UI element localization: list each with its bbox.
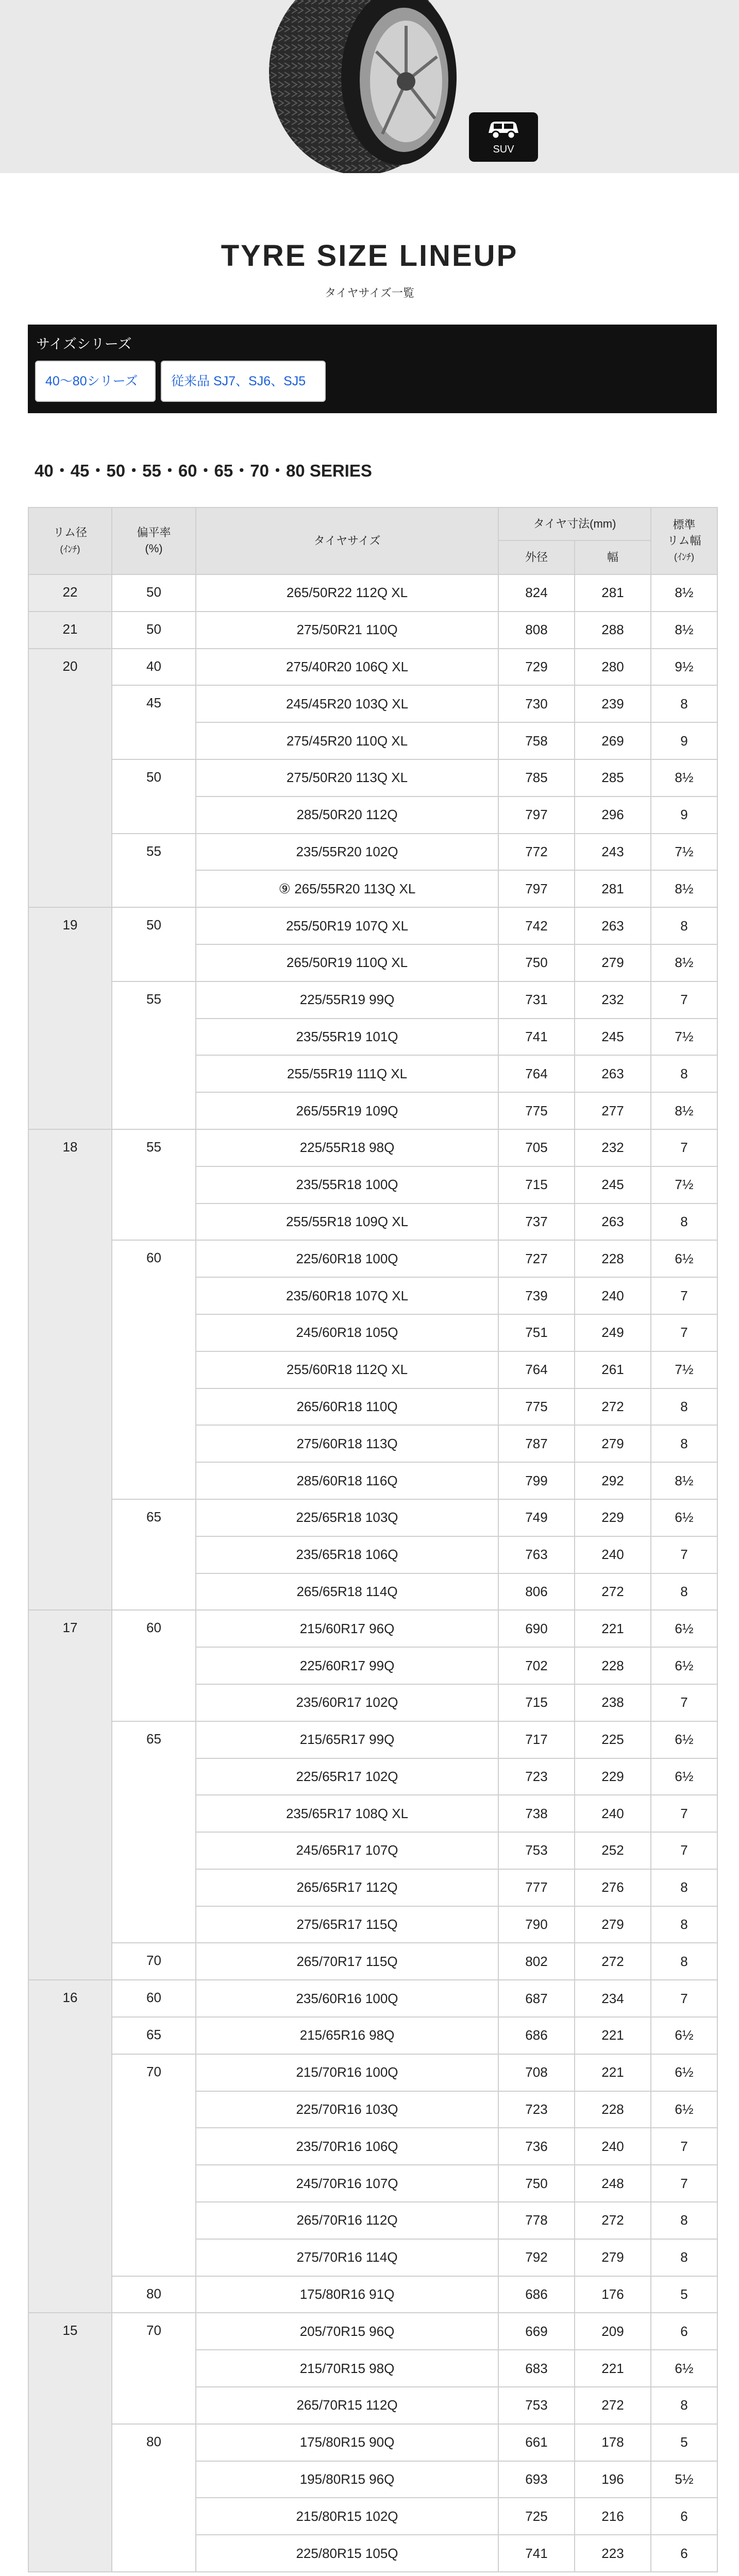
std-rim-width-cell: 7½ (651, 1166, 717, 1204)
aspect-ratio-cell: 45 (112, 685, 196, 759)
outer-diameter-cell: 715 (498, 1684, 575, 1721)
series-40-80-button[interactable]: 40〜80シリーズ (35, 361, 156, 402)
std-rim-header (651, 507, 717, 574)
std-rim-width-cell: 9 (651, 796, 717, 834)
width-cell: 232 (575, 1129, 651, 1166)
tyre-size-cell: 235/55R20 102Q (196, 834, 498, 871)
table-row (28, 1943, 717, 1980)
table-row (28, 1129, 717, 1166)
tyre-size-cell: 215/80R15 102Q (196, 2498, 498, 2535)
width-cell: 280 (575, 649, 651, 686)
width-cell: 240 (575, 1536, 651, 1573)
table-row (28, 685, 717, 722)
aspect-ratio-cell: 40 (112, 649, 196, 686)
width-cell: 221 (575, 2350, 651, 2387)
std-rim-width-cell: 8 (651, 1425, 717, 1462)
std-rim-width-cell: 5 (651, 2276, 717, 2313)
tyre-size-cell: 215/65R17 99Q (196, 1721, 498, 1758)
aspect-ratio-cell: 70 (112, 1943, 196, 1980)
tyre-size-cell: 275/40R20 106Q XL (196, 649, 498, 686)
rim-diameter-cell: 17 (28, 1610, 112, 1980)
aspect-ratio-cell: 70 (112, 2054, 196, 2276)
outer-diameter-cell: 775 (498, 1388, 575, 1426)
outer-diameter-cell: 731 (498, 981, 575, 1019)
width-cell: 232 (575, 981, 651, 1019)
aspect-ratio-cell: 60 (112, 1980, 196, 2017)
tyre-size-cell: 225/65R17 102Q (196, 1758, 498, 1795)
rim-header (28, 507, 112, 574)
tyre-size-cell: 275/50R20 113Q XL (196, 759, 498, 796)
std-rim-width-cell: 7 (651, 1684, 717, 1721)
tyre-size-cell: 275/45R20 110Q XL (196, 722, 498, 759)
width-cell: 272 (575, 2202, 651, 2239)
outer-diameter-cell: 775 (498, 1092, 575, 1129)
page-title: TYRE SIZE LINEUP (221, 239, 518, 273)
tyre-size-cell: 235/60R17 102Q (196, 1684, 498, 1721)
tyre-size-cell: 245/45R20 103Q XL (196, 685, 498, 722)
std-rim-width-cell: 8 (651, 685, 717, 722)
aspect-ratio-cell: 80 (112, 2424, 196, 2572)
tyre-size-cell: 225/80R15 105Q (196, 2535, 498, 2572)
width-cell: 216 (575, 2498, 651, 2535)
tyre-size-cell: 175/80R16 91Q (196, 2276, 498, 2313)
outer-diameter-cell: 753 (498, 1832, 575, 1869)
outer-diameter-cell: 742 (498, 907, 575, 944)
outer-diameter-cell: 686 (498, 2017, 575, 2054)
outer-diameter-cell: 669 (498, 2313, 575, 2350)
width-cell: 223 (575, 2535, 651, 2572)
outer-diameter-cell: 790 (498, 1906, 575, 1943)
tyre-size-cell: 265/60R18 110Q (196, 1388, 498, 1426)
tyre-size-cell: 255/60R18 112Q XL (196, 1351, 498, 1388)
width-header: 幅 (575, 540, 651, 574)
std-rim-width-cell: 6 (651, 2498, 717, 2535)
outer-diameter-cell: 737 (498, 1204, 575, 1241)
std-rim-header-label: 標準 (673, 518, 696, 531)
outer-diameter-cell: 687 (498, 1980, 575, 2017)
width-cell: 239 (575, 685, 651, 722)
outer-diameter-cell: 750 (498, 944, 575, 981)
tyre-size-cell: 275/65R17 115Q (196, 1906, 498, 1943)
outer-diameter-cell: 693 (498, 2461, 575, 2498)
std-rim-header-label-2: リム幅 (667, 534, 701, 547)
outer-diameter-cell: 683 (498, 2350, 575, 2387)
outer-diameter-cell: 738 (498, 1795, 575, 1832)
std-rim-width-cell: 6 (651, 2535, 717, 2572)
suv-car-icon (485, 117, 522, 140)
width-cell: 276 (575, 1869, 651, 1906)
aspect-ratio-cell: 60 (112, 1610, 196, 1721)
tyre-size-cell: 235/55R19 101Q (196, 1019, 498, 1056)
std-rim-width-cell: 7 (651, 1314, 717, 1351)
tyre-size-cell: 265/70R16 112Q (196, 2202, 498, 2239)
table-row (28, 981, 717, 1019)
aspect-ratio-cell: 55 (112, 981, 196, 1129)
tyre-size-cell: 215/70R16 100Q (196, 2054, 498, 2091)
aspect-header-label: 偏平率 (137, 526, 171, 539)
std-rim-width-cell: 8 (651, 2387, 717, 2424)
table-row (28, 2313, 717, 2350)
outer-diameter-cell: 736 (498, 2128, 575, 2165)
rim-diameter-cell: 19 (28, 907, 112, 1129)
std-rim-width-cell: 6½ (651, 1721, 717, 1758)
outer-diameter-cell: 785 (498, 759, 575, 796)
aspect-ratio-cell: 50 (112, 574, 196, 612)
tyre-size-cell: 245/60R18 105Q (196, 1314, 498, 1351)
tyre-size-cell: 235/65R18 106Q (196, 1536, 498, 1573)
outer-diameter-cell: 778 (498, 2202, 575, 2239)
width-cell: 243 (575, 834, 651, 871)
outer-diameter-cell: 741 (498, 1019, 575, 1056)
series-selector-label: サイズシリーズ (36, 336, 132, 352)
outer-diameter-cell: 690 (498, 1610, 575, 1647)
tyre-size-cell: 225/60R17 99Q (196, 1647, 498, 1684)
table-row (28, 2424, 717, 2461)
table-row (28, 834, 717, 871)
tyre-size-cell: 235/65R17 108Q XL (196, 1795, 498, 1832)
width-cell: 229 (575, 1499, 651, 1536)
std-rim-width-cell: 7 (651, 1795, 717, 1832)
aspect-ratio-cell: 60 (112, 1240, 196, 1499)
outer-diameter-cell: 764 (498, 1055, 575, 1092)
aspect-ratio-cell: 50 (112, 612, 196, 649)
tyre-size-cell: 265/70R15 112Q (196, 2387, 498, 2424)
rim-diameter-cell: 15 (28, 2313, 112, 2572)
outer-diameter-cell: 729 (498, 649, 575, 686)
dims-header: タイヤ寸法(mm) (498, 507, 651, 540)
std-rim-width-cell: 6½ (651, 1610, 717, 1647)
std-rim-width-cell: 8½ (651, 944, 717, 981)
width-cell: 196 (575, 2461, 651, 2498)
std-rim-width-cell: 7 (651, 1129, 717, 1166)
std-rim-width-cell: 6½ (651, 1499, 717, 1536)
table-row (28, 1499, 717, 1536)
outer-diameter-cell: 772 (498, 834, 575, 871)
table-row (28, 1980, 717, 2017)
std-rim-width-cell: 7 (651, 1277, 717, 1314)
aspect-ratio-cell: 50 (112, 907, 196, 981)
outer-diameter-cell: 808 (498, 612, 575, 649)
std-rim-width-cell: 8½ (651, 612, 717, 649)
std-rim-width-cell: 6½ (651, 1240, 717, 1277)
tyre-size-cell: 225/55R19 99Q (196, 981, 498, 1019)
outer-diameter-cell: 725 (498, 2498, 575, 2535)
tyre-size-cell: 235/55R18 100Q (196, 1166, 498, 1204)
tyre-size-cell: 215/65R16 98Q (196, 2017, 498, 2054)
outer-diameter-cell: 749 (498, 1499, 575, 1536)
std-rim-width-cell: 8 (651, 1388, 717, 1426)
outer-diameter-cell: 758 (498, 722, 575, 759)
std-rim-width-cell: 6½ (651, 1647, 717, 1684)
std-rim-width-cell: 7 (651, 1980, 717, 2017)
table-row (28, 2017, 717, 2054)
outer-diameter-cell: 727 (498, 1240, 575, 1277)
width-cell: 263 (575, 1055, 651, 1092)
series-selector (28, 325, 717, 413)
std-rim-width-cell: 7 (651, 981, 717, 1019)
tyre-size-cell: 265/65R18 114Q (196, 1573, 498, 1611)
tyre-size-cell: 275/70R16 114Q (196, 2239, 498, 2276)
aspect-ratio-cell: 55 (112, 834, 196, 908)
width-cell: 238 (575, 1684, 651, 1721)
outer-diameter-cell: 787 (498, 1425, 575, 1462)
aspect-header (112, 507, 196, 574)
width-cell: 178 (575, 2424, 651, 2461)
aspect-ratio-cell: 55 (112, 1129, 196, 1240)
tyre-size-cell: 175/80R15 90Q (196, 2424, 498, 2461)
tyre-size-cell: 255/55R19 111Q XL (196, 1055, 498, 1092)
table-row (28, 1240, 717, 1277)
std-rim-width-cell: 6½ (651, 2054, 717, 2091)
width-cell: 221 (575, 2054, 651, 2091)
width-cell: 263 (575, 907, 651, 944)
width-cell: 240 (575, 1277, 651, 1314)
width-cell: 209 (575, 2313, 651, 2350)
tyre-size-cell: 265/70R17 115Q (196, 1943, 498, 1980)
std-rim-width-cell: 8 (651, 907, 717, 944)
width-cell: 279 (575, 2239, 651, 2276)
outer-diameter-cell: 792 (498, 2239, 575, 2276)
page-subtitle: タイヤサイズ一覧 (325, 286, 414, 299)
tyre-size-cell: 275/50R21 110Q (196, 612, 498, 649)
tyre-size-cell: 225/65R18 103Q (196, 1499, 498, 1536)
hero-banner (0, 0, 739, 173)
tyre-size-cell: 275/60R18 113Q (196, 1425, 498, 1462)
rim-header-label: リム径 (53, 526, 87, 539)
tyre-size-cell: 225/70R16 103Q (196, 2091, 498, 2128)
tyre-size-cell: 215/60R17 96Q (196, 1610, 498, 1647)
tyre-size-cell: 265/50R22 112Q XL (196, 574, 498, 612)
tyre-size-cell: 235/60R18 107Q XL (196, 1277, 498, 1314)
width-cell: 221 (575, 2017, 651, 2054)
std-rim-width-cell: 5½ (651, 2461, 717, 2498)
std-rim-width-cell: 9½ (651, 649, 717, 686)
width-cell: 240 (575, 2128, 651, 2165)
width-cell: 272 (575, 1388, 651, 1426)
outer-diameter-cell: 777 (498, 1869, 575, 1906)
width-cell: 248 (575, 2165, 651, 2202)
table-row (28, 2276, 717, 2313)
std-rim-width-cell: 7 (651, 2128, 717, 2165)
width-cell: 269 (575, 722, 651, 759)
width-cell: 296 (575, 796, 651, 834)
tyre-size-cell: 205/70R15 96Q (196, 2313, 498, 2350)
outer-diameter-cell: 764 (498, 1351, 575, 1388)
std-rim-width-cell: 7½ (651, 834, 717, 871)
table-row (28, 612, 717, 649)
std-rim-width-cell: 6½ (651, 2091, 717, 2128)
std-rim-width-cell: 8 (651, 1573, 717, 1611)
rim-diameter-cell: 20 (28, 649, 112, 908)
tyre-size-cell: 255/55R18 109Q XL (196, 1204, 498, 1241)
std-rim-width-cell: 8 (651, 1943, 717, 1980)
tyre-size-table (28, 507, 718, 2572)
section-heading: 40・45・50・55・60・65・70・80 SERIES (35, 461, 372, 480)
outer-diameter-cell: 715 (498, 1166, 575, 1204)
tyre-size-cell: ⑨ 265/55R20 113Q XL (196, 870, 498, 907)
outer-diameter-cell: 751 (498, 1314, 575, 1351)
std-rim-width-cell: 8½ (651, 1462, 717, 1499)
width-cell: 281 (575, 574, 651, 612)
width-cell: 272 (575, 1573, 651, 1611)
aspect-ratio-cell: 80 (112, 2276, 196, 2313)
suv-badge (469, 112, 538, 162)
suv-badge-label: SUV (493, 144, 514, 155)
std-rim-width-cell: 7 (651, 1832, 717, 1869)
std-rim-width-cell: 8½ (651, 870, 717, 907)
std-rim-width-cell: 6½ (651, 2350, 717, 2387)
std-rim-width-cell: 7½ (651, 1351, 717, 1388)
std-rim-width-cell: 8 (651, 2202, 717, 2239)
std-rim-header-unit: (ｲﾝﾁ) (674, 552, 694, 563)
tyre-size-cell: 255/50R19 107Q XL (196, 907, 498, 944)
tyre-size-cell: 285/60R18 116Q (196, 1462, 498, 1499)
tyre-size-cell: 285/50R20 112Q (196, 796, 498, 834)
width-cell: 288 (575, 612, 651, 649)
table-row (28, 574, 717, 612)
outer-diameter-cell: 739 (498, 1277, 575, 1314)
width-cell: 252 (575, 1832, 651, 1869)
table-row (28, 2054, 717, 2091)
width-cell: 225 (575, 1721, 651, 1758)
aspect-ratio-cell: 50 (112, 759, 196, 834)
std-rim-width-cell: 8 (651, 1204, 717, 1241)
std-rim-width-cell: 8 (651, 1055, 717, 1092)
outer-diameter-cell: 723 (498, 1758, 575, 1795)
tyre-size-cell: 235/70R16 106Q (196, 2128, 498, 2165)
table-row (28, 1721, 717, 1758)
width-cell: 263 (575, 1204, 651, 1241)
std-rim-width-cell: 8 (651, 1906, 717, 1943)
std-rim-width-cell: 6½ (651, 1758, 717, 1795)
outer-diameter-cell: 741 (498, 2535, 575, 2572)
width-cell: 245 (575, 1019, 651, 1056)
tyre-size-cell: 245/65R17 107Q (196, 1832, 498, 1869)
aspect-ratio-cell: 65 (112, 2017, 196, 2054)
width-cell: 272 (575, 2387, 651, 2424)
aspect-header-unit: (%) (145, 542, 163, 555)
rim-diameter-cell: 16 (28, 1980, 112, 2313)
outer-diameter-cell: 797 (498, 870, 575, 907)
width-cell: 249 (575, 1314, 651, 1351)
outer-diameter-cell: 753 (498, 2387, 575, 2424)
tyre-size-cell: 215/70R15 98Q (196, 2350, 498, 2387)
std-rim-width-cell: 6½ (651, 2017, 717, 2054)
width-cell: 228 (575, 2091, 651, 2128)
tyre-size-cell: 265/50R19 110Q XL (196, 944, 498, 981)
outer-diameter-cell: 799 (498, 1462, 575, 1499)
width-cell: 234 (575, 1980, 651, 2017)
outer-diameter-cell: 708 (498, 2054, 575, 2091)
width-cell: 240 (575, 1795, 651, 1832)
tyre-size-cell: 225/60R18 100Q (196, 1240, 498, 1277)
table-row (28, 649, 717, 686)
width-cell: 229 (575, 1758, 651, 1795)
width-cell: 261 (575, 1351, 651, 1388)
tire-image (264, 0, 460, 173)
outer-diameter-cell: 797 (498, 796, 575, 834)
std-rim-width-cell: 9 (651, 722, 717, 759)
rim-diameter-cell: 18 (28, 1129, 112, 1610)
std-rim-width-cell: 7 (651, 2165, 717, 2202)
table-row (28, 759, 717, 796)
width-cell: 279 (575, 944, 651, 981)
std-rim-width-cell: 5 (651, 2424, 717, 2461)
tyre-size-cell: 195/80R15 96Q (196, 2461, 498, 2498)
rim-diameter-cell: 22 (28, 574, 112, 612)
std-rim-width-cell: 8½ (651, 759, 717, 796)
std-rim-width-cell: 8½ (651, 1092, 717, 1129)
outer-diameter-cell: 705 (498, 1129, 575, 1166)
outer-diameter-cell: 730 (498, 685, 575, 722)
std-rim-width-cell: 7½ (651, 1019, 717, 1056)
series-legacy-button[interactable]: 従来品 SJ7、SJ6、SJ5 (161, 361, 326, 402)
std-rim-width-cell: 6 (651, 2313, 717, 2350)
width-cell: 292 (575, 1462, 651, 1499)
width-cell: 285 (575, 759, 651, 796)
outer-diameter-cell: 723 (498, 2091, 575, 2128)
outer-diameter-cell: 806 (498, 1573, 575, 1611)
tyre-size-cell: 245/70R16 107Q (196, 2165, 498, 2202)
aspect-ratio-cell: 65 (112, 1721, 196, 1943)
table-row (28, 1610, 717, 1647)
outer-diameter-cell: 661 (498, 2424, 575, 2461)
std-rim-width-cell: 8½ (651, 574, 717, 612)
outer-diameter-cell: 750 (498, 2165, 575, 2202)
width-cell: 176 (575, 2276, 651, 2313)
width-cell: 277 (575, 1092, 651, 1129)
width-cell: 228 (575, 1647, 651, 1684)
outer-diameter-cell: 702 (498, 1647, 575, 1684)
rim-header-unit: (ｲﾝﾁ) (60, 544, 80, 554)
outer-diameter-cell: 686 (498, 2276, 575, 2313)
outer-diameter-header: 外径 (498, 540, 575, 574)
outer-diameter-cell: 717 (498, 1721, 575, 1758)
size-header: タイヤサイズ (196, 507, 498, 574)
tyre-size-cell: 235/60R16 100Q (196, 1980, 498, 2017)
width-cell: 279 (575, 1425, 651, 1462)
std-rim-width-cell: 8 (651, 2239, 717, 2276)
width-cell: 279 (575, 1906, 651, 1943)
tyre-size-cell: 225/55R18 98Q (196, 1129, 498, 1166)
aspect-ratio-cell: 65 (112, 1499, 196, 1610)
rim-diameter-cell: 21 (28, 612, 112, 649)
width-cell: 228 (575, 1240, 651, 1277)
width-cell: 272 (575, 1943, 651, 1980)
std-rim-width-cell: 8 (651, 1869, 717, 1906)
std-rim-width-cell: 7 (651, 1536, 717, 1573)
table-row (28, 907, 717, 944)
outer-diameter-cell: 802 (498, 1943, 575, 1980)
tyre-size-cell: 265/65R17 112Q (196, 1869, 498, 1906)
width-cell: 281 (575, 870, 651, 907)
outer-diameter-cell: 824 (498, 574, 575, 612)
outer-diameter-cell: 763 (498, 1536, 575, 1573)
aspect-ratio-cell: 70 (112, 2313, 196, 2424)
tyre-size-cell: 265/55R19 109Q (196, 1092, 498, 1129)
width-cell: 245 (575, 1166, 651, 1204)
width-cell: 221 (575, 1610, 651, 1647)
